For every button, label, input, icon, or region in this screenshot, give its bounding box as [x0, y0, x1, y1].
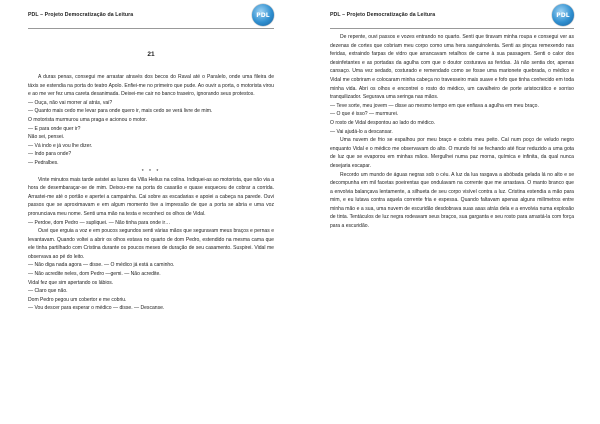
- paragraph: Ouvi que erguia a voz e em poucos segundos senti várias mãos que seguravam meus braços e pernas e levantavam. Quando voltei a abrir os olhos estava no quarto de dom Pedro, estendido na mesma cama que ele tinha partilhado com Cristina durante os poucos meses de duração de seu casamento. Suspirei. Vidal me observava ao pé do leito.: [28, 228, 274, 260]
- paragraph: — E para onde quer ir?: [28, 125, 81, 132]
- left-page-body: [28, 73, 274, 313]
- paragraph: — Quanto mais cedo me levar para onde quero ir, mais cedo se verá livre de mim.: [28, 108, 213, 115]
- header-title: PDL – Projeto Democratização da Leitura: [330, 12, 436, 18]
- logo-text: PDL: [556, 11, 570, 19]
- paragraph: — Claro que não.: [28, 288, 68, 295]
- paragraph: O rosto de Vidal despontou ao lado do médico.: [330, 119, 436, 126]
- pdl-logo-icon: [252, 4, 274, 26]
- section-separator: * * *: [141, 168, 161, 175]
- paragraph: Uma nuvem de frio se espalhou por meu braço e cobriu meu peito. Caí num poço de veludo negro enquanto Vidal e o médico me observavam do alto. O mundo foi se fechando até ficar reduzido a uma gota de luz que se evaporou em minhas mãos. Mergulhei numa paz morna, química e infinita, da qual nunca desejaria escapar.: [330, 137, 574, 169]
- logo-text: PDL: [256, 11, 270, 19]
- paragraph: — Não diga nada agora — disse. — O médico já está a caminho.: [28, 262, 175, 269]
- paragraph: Não sei, pensei.: [28, 134, 65, 141]
- paragraph: — Pedralbes.: [28, 159, 59, 166]
- paragraph: Vinte minutos mais tarde avistei as luzes da Villa Helius na colina. Indiquei-as ao motorista, que não via a hora de desembaraçar-se de mim. Deixou-me na porta do casarão e quase esqueceu de cobrar a corrida. Arrastei-me até o portão e apertei a campainha. Cai sobre as escadarias e apoiei a cabeça na parede. Ouvi passos que se aproximavam e em algum momento tive a impressão de que a porta se abria e uma voz pronunciava meu nome. Senti uma mão na testa e reconheci os olhos de Vidal.: [28, 176, 274, 217]
- paragraph: — Perdoe, dom Pedro — supliquei. — Não tinha para onde ir…: [28, 219, 171, 226]
- paragraph: — Não acredite neles, dom Pedro —gemi. — Não acredite.: [28, 271, 161, 278]
- paragraph: Recordo um mundo de águas negras sob o céu. A luz da lua rasgava a abóbada gelada lá no alto e se decompunha em mil facetas poeirentas que ondulavam na corrente que me arrastava. O manto branco que a envolvia balançava lentamente, a silhueta de seu corpo visível contra a luz. Cristina estendia a mão para mim, e eu lutava contra aquela corrente fria e espessa. Quando faltavam apenas alguns milímetros entre minha mão e a sua, uma nuvem de escuridão desdobrava suas asas atrás dela e a envolvia numa explosão de tinta. Tentáculos de luz negra rodeavam seus braços, sua garganta e seu rosto para arrastá-la com força para a escuridão.: [330, 171, 574, 230]
- paragraph: De repente, ouvi passos e vozes entrando no quarto. Senti que tiravam minha roupa e consegui ver as dezenas de cortes que cobriam meu corpo como uma hera sanguinolenta. Senti as pinças remexendo nas feridas, extraindo farpas de vidro que arrancavam retalhos de carne à sua passagem. Senti o calor dos desinfetantes e as portadas da agulha com que o doutor costurava as feridas. Já não sentia dor, apenas cansaço. Uma vez sedado, costurado e remendado como se fosse uma marionete quebrada, o médico e Vidal me cobriram e colocaram minha cabeça no travesseiro mais suave e fofo que tinha conhecido em toda minha vida. Abri os olhos e encontrei o rosto do médico, um cavalheiro de porte aristocrático e sorriso tranquilizador. Segurava uma seringa nas mãos.: [330, 34, 574, 101]
- pdl-logo-icon: [552, 4, 574, 26]
- right-page: [300, 0, 600, 424]
- paragraph: — Vai ajudá-lo a descansar.: [330, 128, 393, 135]
- right-page-header: [330, 6, 574, 29]
- paragraph: — Ouça, não vai morrer aí atrás, vai?: [28, 99, 113, 106]
- paragraph: Vidal fez que sim apertando os lábios.: [28, 279, 114, 286]
- left-page-header: [28, 6, 274, 29]
- paragraph: — Indo para onde?: [28, 151, 72, 158]
- paragraph: — O que é isso? — murmurei.: [330, 111, 399, 118]
- chapter-number: 21: [147, 51, 155, 58]
- paragraph: Dom Pedro pegou um cobertor e me cobriu.: [28, 296, 127, 303]
- paragraph: O motorista murmurou uma praga e acionou o motor.: [28, 116, 147, 123]
- paragraph: — Teve sorte, meu jovem — disse ao mesmo tempo em que enfiava a agulha em meu braço.: [330, 102, 539, 109]
- header-title: PDL – Projeto Democratização da Leitura: [28, 12, 134, 18]
- paragraph: — Vá indo e já vou lhe dizer.: [28, 142, 93, 149]
- paragraph: — Vou descer para esperar o médico — disse. — Descanse.: [28, 305, 165, 312]
- paragraph: A duras penas, consegui me arrastar através dos becos do Raval até o Paralelo, onde uma fileira de táxis se estendia na porta do teatro Apolo. Enfiei-me no primeiro que pude. Ao ouvir a porta, o motorista virou e ao me ver fez uma careta desanimada. Deixei-me cair no banco traseiro, ignorando seus protestos.: [28, 74, 274, 98]
- right-page-body: [330, 33, 574, 231]
